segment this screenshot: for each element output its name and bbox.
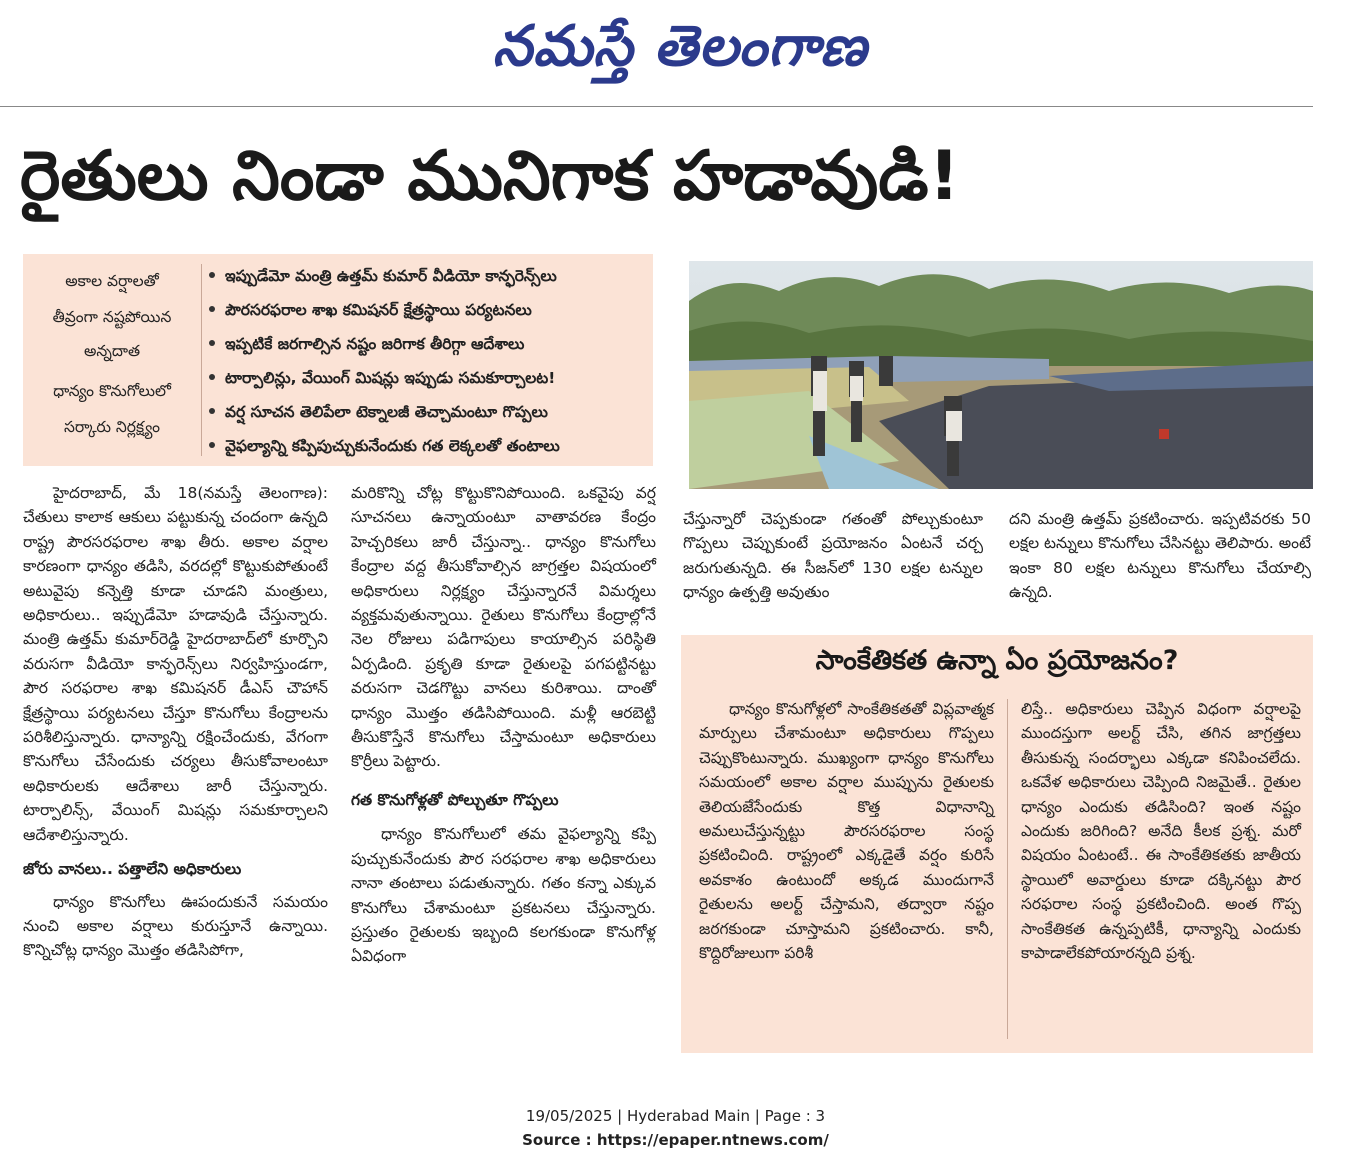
paragraph: మరికొన్ని చోట్ల కొట్టుకొనిపోయింది. ఒకవైపు వర్ష సూచనలు ఉన్నాయంటూ వాతావరణ కేంద్రం హెచ్చరికలు జారీ చేస్తున్నా.. ధాన్యం కొనుగోలు కేంద్రాల వద్ద తీసుకోవాల్సిన జాగ్రత్తల విషయంలో అధికారులు నిర్లక్ష్యం చేస్తున్నారనే విమర్శలు వ్యక్తమవుతున్నాయి. రైతులు కొనుగోలు కేంద్రాల్లోనే నెల రోజులు పడిగాపులు కాయాల్సిన పరిస్థితి ఏర్పడింది. ప్రకృతి కూడా రైతులపై పగపట్టినట్టు వరుసగా చెడగొట్టు వానలు కురిశాయి. దాంతో ధాన్యం మొత్తం తడిసిపోయింది. మళ్లీ ఆరబెట్టి తీసుకొస్తేనే కొనుగోలు చేస్తామంటూ అధికారులు కొర్రీలు పెట్టారు. [351, 484, 656, 771]
sidebar-column-2 [1021, 697, 1301, 965]
paragraph: దని మంత్రి ఉత్తమ్ ప్రకటించారు. ఇప్పటివరకు 50 లక్షల టన్నులు కొనుగోలు చేసినట్టు తెలిపారు. అంటే ఇంకా 80 లక్షల టన్నులు కొనుగోలు చేయాల్సి ఉన్నది. [1009, 510, 1311, 602]
bullet-item [207, 430, 651, 462]
deck-divider [201, 264, 202, 456]
sidebar-title: సాంకేతికత ఉన్నా ఏం ప్రయోజనం? [815, 645, 1179, 676]
farmers-tarpaulin-photo [689, 261, 1313, 489]
sidebar-column-1 [699, 697, 994, 965]
article-column-3 [683, 507, 983, 605]
technology-sidebar-box [681, 635, 1313, 1053]
article-column-4 [1009, 507, 1311, 605]
sidebar-divider [1007, 699, 1008, 1039]
paragraph: ధాన్యం కొనుగోలులో తమ వైఫల్యాన్ని కప్పి పుచ్చుకునేందుకు పౌర సరఫరాల శాఖ అధికారులు నానా తంటాలు పడుతున్నారు. గతం కన్నా ఎక్కువ కొనుగోలు చేశామంటూ ప్రకటనలు చేస్తున్నారు. ప్రస్తుతం రైతులకు ఇబ్బంది కలగకుండా కొనుగోళ్ల ఏవిధంగా [351, 825, 656, 966]
subheading: జోరు వానలు.. పత్తాలేని అధికారులు [23, 860, 242, 879]
footer-source: Source : https://epaper.ntnews.com/ [522, 1131, 829, 1149]
bullet-dot-icon [209, 408, 215, 414]
bullet-text: వర్ష సూచన తెలిపేలా టెక్నాలజీ తెచ్చామంటూ గొప్పలు [225, 403, 548, 421]
bullet-dot-icon [209, 340, 215, 346]
bullet-item [207, 362, 651, 394]
news-photo [689, 261, 1313, 489]
paragraph: హైదరాబాద్, మే 18(నమస్తే తెలంగాణ): చేతులు కాలాక ఆకులు పట్టుకున్న చందంగా ఉన్నది రాష్ట్ర పౌరసరఫరాల శాఖ తీరు. అకాల వర్షాల కారణంగా ధాన్యం తడిసి, వరదల్లో కొట్టుకుపోతుంటే అటువైపు కన్నెత్తి కూడా చూడని మంత్రులు, అధికారులు.. ఇప్పుడేమో హడావుడి చేస్తున్నారు. మంత్రి ఉత్తమ్ కుమార్‌రెడ్డి హైదరాబాద్‌లో కూర్చొని వరుసగా వీడియో కాన్ఫరెన్స్‌లు నిర్వహిస్తుండగా, పౌర సరఫరాల శాఖ కమిషనర్ డీఎస్ చౌహాన్ క్షేత్రస్థాయి పర్యటనలు చేస్తూ కొనుగోలు కేంద్రాలను పరిశీలిస్తున్నారు. ధాన్యాన్ని రక్షించేందుకు, వేగంగా కొనుగోలు చేసేందుకు చర్యలు తీసుకోవాలంటూ అధికారులకు ఆదేశాలు జారీ చేస్తున్నారు. టార్పాలిన్స్, వేయింగ్ మిషన్లు సమకూర్చాలని ఆదేశాలిస్తున్నారు. [23, 484, 328, 844]
headline: రైతులు నిండా మునిగాక హడావుడి! [20, 137, 960, 216]
bullet-text: ఇప్పటికే జరగాల్సిన నష్టం జరిగాక తీరిగ్గా ఆదేశాలు [225, 335, 525, 353]
bullet-dot-icon [209, 272, 215, 278]
bullet-item [207, 328, 651, 360]
footer-date-edition: 19/05/2025 | Hyderabad Main | Page : 3 [525, 1107, 826, 1125]
bullet-dot-icon [209, 306, 215, 312]
deck-line: ధాన్యం కొనుగోలులో [53, 382, 171, 400]
bullet-item [207, 396, 651, 428]
bullet-text: ఇప్పుడేమో మంత్రి ఉత్తమ్ కుమార్ వీడియో కాన్ఫరెన్స్‌లు [225, 267, 557, 285]
deck-line: అకాల వర్షాలతో [65, 272, 159, 290]
deck-line: సర్కారు నిర్లక్ష్యం [64, 418, 160, 436]
deck-line: తీవ్రంగా నష్టపోయిన [52, 308, 172, 326]
bullet-dot-icon [209, 442, 215, 448]
bullet-text: వైఫల్యాన్ని కప్పిపుచ్చుకునేందుకు గత లెక్కలతో తంటాలు [225, 437, 560, 455]
paragraph: ధాన్యం కొనుగోలు ఊపందుకునే సమయం నుంచి అకాల వర్షాలు కురుస్తూనే ఉన్నాయి. కొన్నిచోట్ల ధాన్యం మొత్తం తడిసిపోగా, [23, 892, 328, 960]
masthead-logo: నమస్తే తెలంగాణ [492, 13, 868, 79]
masthead-rule [0, 106, 1313, 107]
paragraph: చేస్తున్నారో చెప్పకుండా గతంతో పోల్చుకుంటూ గొప్పలు చెప్పుకుంటే ప్రయోజనం ఏంటనే చర్చ జరుగుతున్నది. ఈ సీజన్‌లో 130 లక్షల టన్నుల ధాన్యం ఉత్పత్తి అవుతుం [683, 510, 983, 602]
bullet-text: పౌరసరఫరాల శాఖ కమిషనర్ క్షేత్రస్థాయి పర్యటనలు [225, 301, 532, 319]
bullet-item [207, 260, 651, 292]
bullet-item [207, 294, 651, 326]
article-column-2 [351, 481, 656, 969]
summary-box [23, 254, 653, 466]
bullet-text: టార్పాలిన్లు, వేయింగ్ మిషన్లు ఇప్పుడు సమకూర్చాలట! [225, 369, 556, 387]
subheading: గత కొనుగోళ్లతో పోల్చుతూ గొప్పలు [351, 790, 559, 809]
bullet-dot-icon [209, 374, 215, 380]
article-column-1 [23, 481, 328, 963]
deck-line: అన్నదాత [83, 342, 141, 360]
paragraph: ధాన్యం కొనుగోళ్లలో సాంకేతికతతో విప్లవాత్మక మార్పులు చేశామంటూ అధికారులు గొప్పలు చెప్పుకొంటున్నారు. ముఖ్యంగా ధాన్యం కొనుగోలు సమయంలో అకాల వర్షాల ముప్పును రైతులకు తెలియజేసేందుకు కొత్త విధానాన్ని అమలుచేస్తున్నట్టు పౌరసరఫరాల సంస్థ ప్రకటించింది. రాష్ట్రంలో ఎక్కడైతే వర్షం కురిసే అవకాశం ఉంటుందో అక్కడ ముందుగానే రైతులను అలర్ట్ చేస్తామని, తద్వారా నష్టం జరగకుండా చూస్తామని ప్రకటించారు. కానీ, కొద్దిరోజులుగా పరిశీ [699, 700, 994, 963]
deck [23, 254, 201, 466]
paragraph: లిస్తే.. అధికారులు చెప్పిన విధంగా వర్షాలపై ముందస్తుగా అలర్ట్ చేసి, తగిన జాగ్రత్తలు తీసుకున్న సందర్భాలు ఎక్కడా కనిపించలేదు. ఒకవేళ అధికారులు చెప్పింది నిజమైతే.. రైతుల ధాన్యం ఎందుకు తడిసింది? ఇంత నష్టం ఎందుకు జరిగింది? అనేది కీలక ప్రశ్న. మరో విషయం ఏంటంటే.. ఈ సాంకేతికతకు జాతీయ స్థాయిలో అవార్డులు కూడా దక్కినట్టు పౌర సరఫరాల సంస్థ ప్రకటించింది. అంత గొప్ప సాంకేతికత ఉన్నప్పటికీ, ధాన్యాన్ని ఎందుకు కాపాడాలేకపోయారన్నది ప్రశ్న. [1021, 700, 1301, 963]
